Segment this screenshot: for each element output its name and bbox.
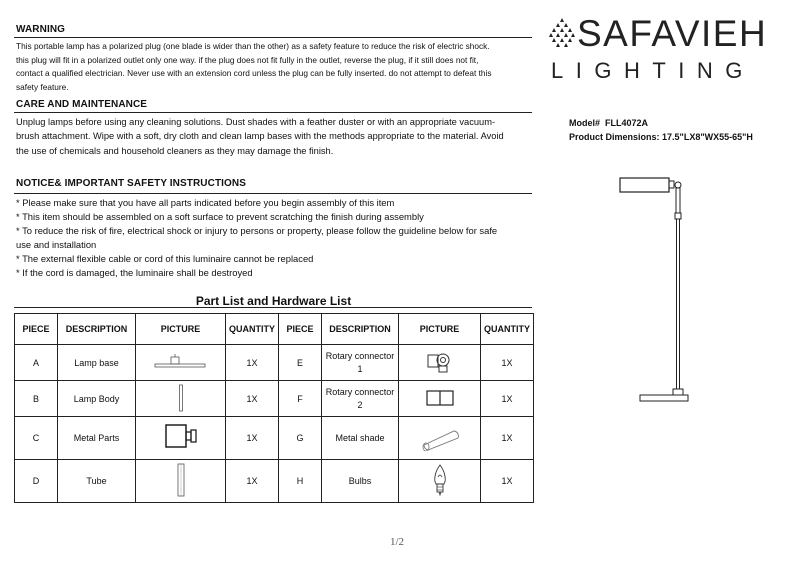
piece-cell: D xyxy=(15,460,58,503)
header-quantity: QUANTITY xyxy=(226,314,279,345)
care-text xyxy=(16,115,536,158)
brand-logo xyxy=(545,12,795,82)
table-row xyxy=(15,345,534,381)
page-number: 1/2 xyxy=(390,536,405,548)
model-label: Model# xyxy=(569,118,601,128)
table-header-row xyxy=(15,314,534,345)
model-line xyxy=(569,118,648,128)
warning-line: This portable lamp has a polarized plug (one blade is wider than the other) as a safety feature to reduce the risk of electric shock. xyxy=(16,41,490,51)
dimensions-label: Product Dimensions: xyxy=(569,132,660,142)
bulb-icon xyxy=(430,463,450,497)
notice-line: * Please make sure that you have all parts indicated before you begin assembly of this item xyxy=(16,197,395,208)
description-line: Rotary connector xyxy=(325,386,395,397)
parts-title: Part List and Hardware List xyxy=(195,294,352,308)
description-line: 2 xyxy=(357,399,363,410)
header-description: DESCRIPTION xyxy=(322,314,399,345)
notice-line: use and installation xyxy=(16,239,97,250)
tube-icon xyxy=(175,463,187,497)
picture-cell xyxy=(399,417,481,460)
care-title: CARE AND MAINTENANCE xyxy=(16,99,148,110)
description-cell xyxy=(322,460,399,503)
piece-cell: H xyxy=(279,460,322,503)
brand-sub: LIGHTING xyxy=(551,58,755,83)
header-picture: PICTURE xyxy=(399,314,481,345)
picture-cell xyxy=(399,381,481,417)
picture-cell xyxy=(399,345,481,381)
header-picture: PICTURE xyxy=(136,314,226,345)
care-line: brush attachment. Wipe with a soft, dry cloth and clean lamp bases with the methods appropriate to the material. Avoid xyxy=(16,131,504,142)
picture-cell xyxy=(136,345,226,381)
metal-shade-icon xyxy=(416,423,464,451)
floor-lamp-illustration xyxy=(600,170,710,410)
lamp-body-icon xyxy=(176,384,186,412)
warning-line: this plug will fit in a polarized outlet only one way. if the plug does not fit fully in the outlet, reverse the plug, if it still does not fit, xyxy=(16,54,479,65)
piece-cell: E xyxy=(279,345,322,381)
picture-cell xyxy=(136,381,226,417)
quantity-cell: 1X xyxy=(481,381,534,417)
description-line: Bulbs xyxy=(348,476,372,486)
piece-cell: C xyxy=(15,417,58,460)
quantity-cell: 1X xyxy=(226,381,279,417)
lamp-base-icon xyxy=(151,352,211,372)
description-line: Metal shade xyxy=(335,433,385,443)
description-cell xyxy=(322,381,399,417)
header-description: DESCRIPTION xyxy=(58,314,136,345)
care-line: the use of chemicals and household cleaners as they may damage the finish. xyxy=(16,145,334,156)
quantity-cell: 1X xyxy=(481,417,534,460)
notice-divider xyxy=(14,193,532,194)
quantity-cell: 1X xyxy=(481,345,534,381)
quantity-cell: 1X xyxy=(226,345,279,381)
warning-divider xyxy=(14,37,532,38)
parts-table xyxy=(14,313,534,503)
header-quantity: QUANTITY xyxy=(481,314,534,345)
dimensions-value: 17.5"LX8"WX55-65"H xyxy=(662,132,753,142)
care-line: Unplug lamps before using any cleaning solutions. Dust shades with a feather duster or with an appropriate vacuum- xyxy=(16,117,496,127)
notice-line: * To reduce the risk of fire, electrical shock or injury to persons or property, please follow the guideline below for safe xyxy=(16,225,498,236)
warning-text xyxy=(16,40,532,94)
piece-cell: F xyxy=(279,381,322,417)
dimensions-line xyxy=(569,132,753,142)
warning-line: safety feature. xyxy=(16,81,69,92)
piece-cell: G xyxy=(279,417,322,460)
quantity-cell: 1X xyxy=(226,417,279,460)
metal-parts-icon xyxy=(163,422,199,452)
warning-line: contact a qualified electrician. Never use with an extension cord unless the plug can be fully inserted. do not attempt to defeat this xyxy=(16,68,492,78)
rotary-connector-1-icon xyxy=(425,349,455,375)
notice-line: * The external flexible cable or cord of this luminaire cannot be replaced xyxy=(16,253,314,264)
chandelier-icon xyxy=(549,16,575,52)
description-cell: Lamp base xyxy=(58,345,136,381)
brand-name: SAFAVIEH xyxy=(577,13,768,54)
quantity-cell: 1X xyxy=(481,460,534,503)
piece-cell: B xyxy=(15,381,58,417)
description-line: Rotary connector xyxy=(325,350,395,361)
quantity-cell: 1X xyxy=(226,460,279,503)
description-cell xyxy=(322,345,399,381)
parts-divider xyxy=(14,307,532,308)
picture-cell xyxy=(136,417,226,460)
table-row xyxy=(15,460,534,503)
header-piece: PIECE xyxy=(15,314,58,345)
picture-cell xyxy=(136,460,226,503)
model-value: FLL4072A xyxy=(605,118,649,128)
notice-title: NOTICE& IMPORTANT SAFETY INSTRUCTIONS xyxy=(16,178,246,189)
description-line: 1 xyxy=(357,363,363,374)
description-cell xyxy=(322,417,399,460)
piece-cell: A xyxy=(15,345,58,381)
table-row xyxy=(15,381,534,417)
description-cell: Tube xyxy=(58,460,136,503)
notice-line: * This item should be assembled on a soft surface to prevent scratching the finish during assembly xyxy=(16,211,424,222)
table-row xyxy=(15,417,534,460)
description-cell: Metal Parts xyxy=(58,417,136,460)
notice-line: * If the cord is damaged, the luminaire shall be destroyed xyxy=(16,267,253,278)
rotary-connector-2-icon xyxy=(425,388,455,408)
notice-list xyxy=(16,196,536,280)
picture-cell xyxy=(399,460,481,503)
description-cell: Lamp Body xyxy=(58,381,136,417)
warning-title: WARNING xyxy=(16,24,66,35)
header-piece: PIECE xyxy=(279,314,322,345)
care-divider xyxy=(14,112,532,113)
